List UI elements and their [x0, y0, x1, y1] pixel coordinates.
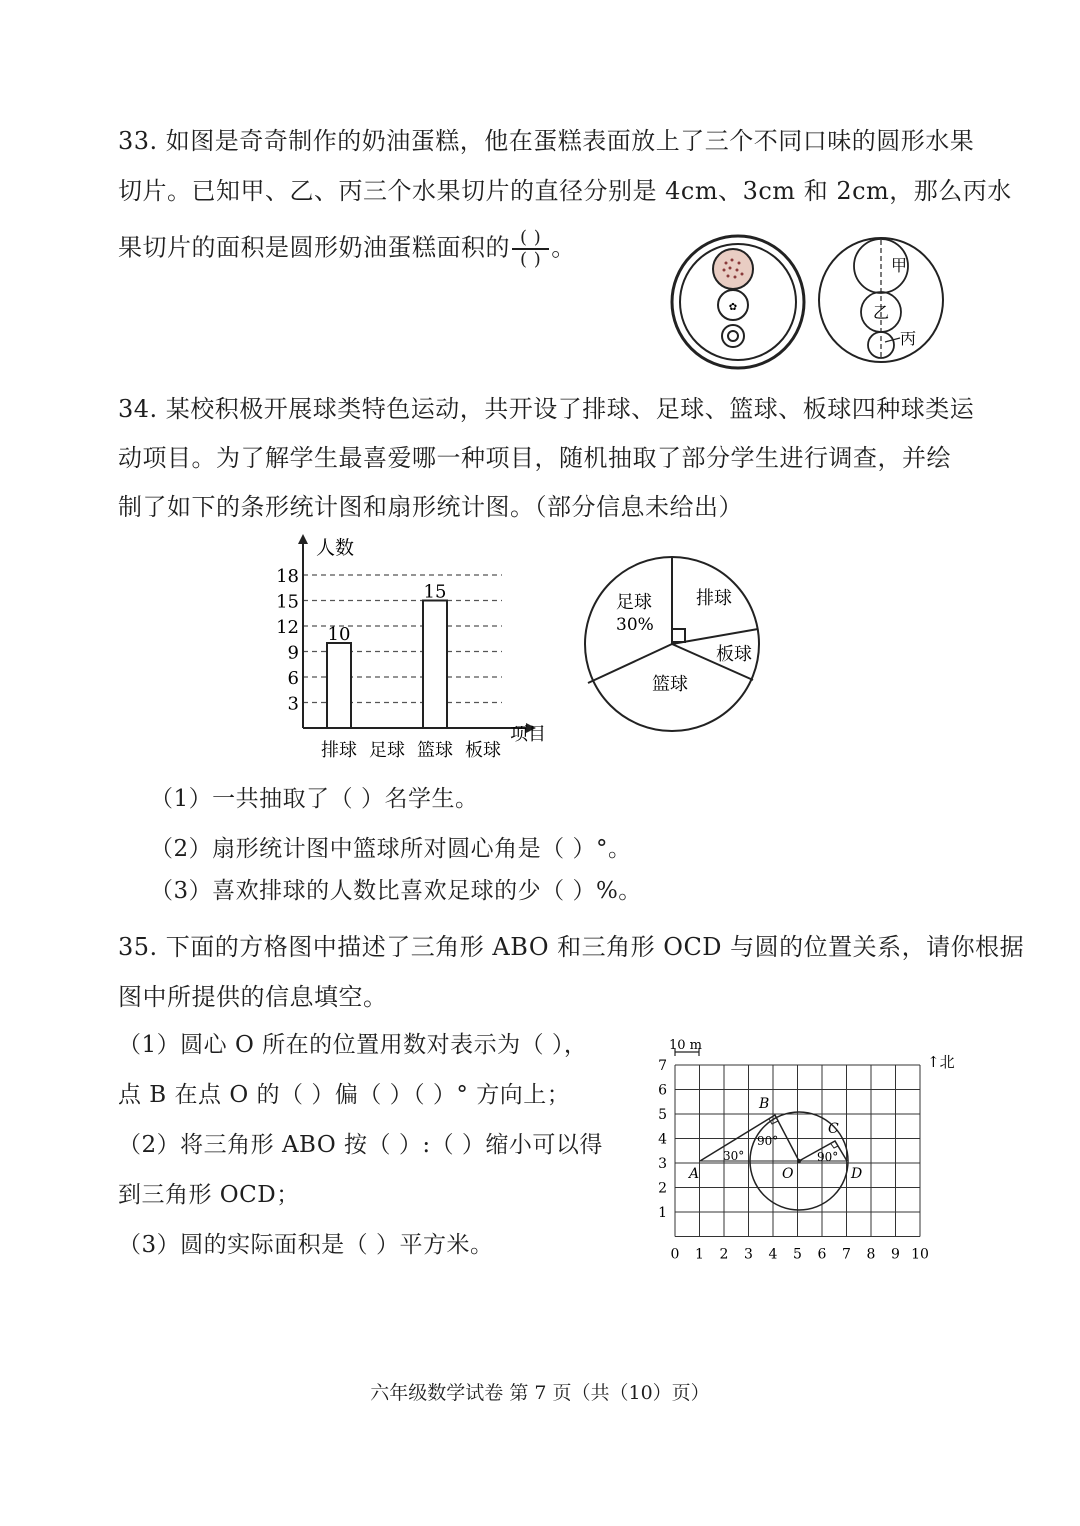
- grid-y-tick: 5: [658, 1107, 667, 1123]
- grid-x-tick: 1: [695, 1246, 704, 1263]
- grid-x-tick: 2: [719, 1246, 729, 1263]
- grid-x-tick: 3: [744, 1246, 753, 1263]
- point-c: C: [828, 1121, 839, 1137]
- pie-label-cricket: 板球: [716, 644, 752, 665]
- pie-value-football: 30%: [616, 615, 654, 635]
- grid-figure: [655, 1035, 965, 1263]
- grid-x-tick: 9: [891, 1246, 900, 1263]
- answer-fraction[interactable]: [512, 228, 549, 270]
- y-tick-label: 15: [276, 591, 299, 613]
- x-tick-label: 篮球: [417, 740, 453, 761]
- label-jia: 甲: [891, 256, 908, 275]
- grid-x-tick: 8: [866, 1246, 876, 1263]
- q34-line1: 34. 某校积极开展球类特色运动，共开设了排球、足球、篮球、板球四种球类运: [118, 395, 975, 423]
- q35-line1: 35. 下面的方格图中描述了三角形 ABO 和三角形 OCD 与圆的位置关系，请你根据: [118, 933, 1025, 961]
- fraction-denominator[interactable]: ( ): [520, 249, 542, 270]
- q33-line2: 切片。已知甲、乙、丙三个水果切片的直径分别是 4cm、3cm 和 2cm，那么丙水: [118, 177, 1012, 205]
- fruit-slice-bing: [722, 325, 744, 347]
- q33-line3: [118, 228, 576, 270]
- q34-sub3: （3）喜欢排球的人数比喜欢足球的少（ ）%。: [150, 878, 642, 904]
- q34-sub2: （2）扇形统计图中篮球所对圆心角是（ ）°。: [150, 836, 632, 862]
- pie-chart: [580, 552, 766, 738]
- page-footer: 六年级数学试卷 第 7 页（共（10）页）: [370, 1382, 710, 1404]
- point-b: B: [759, 1096, 770, 1112]
- point-o: O: [782, 1166, 794, 1182]
- q33-line1: 33. 如图是奇奇制作的奶油蛋糕，他在蛋糕表面放上了三个不同口味的圆形水果: [118, 127, 975, 155]
- y-tick-label: 6: [287, 668, 299, 689]
- grid-y-tick: 4: [658, 1131, 667, 1148]
- pie-label-basketball: 篮球: [652, 674, 688, 695]
- label-yi: 乙: [873, 303, 890, 322]
- flower-icon: ✿: [728, 302, 738, 313]
- pie-blank-box[interactable]: [672, 629, 685, 642]
- grid-x-tick: 0: [670, 1246, 680, 1263]
- bar-chart: [270, 530, 560, 761]
- grid-x-tick: 5: [793, 1246, 802, 1263]
- y-axis-arrow: [298, 534, 308, 544]
- q35-sub2: （2）将三角形 ABO 按（ ）:（ ）缩小可以得: [118, 1132, 603, 1158]
- schematic-figure: [818, 234, 948, 370]
- north-label: ↑北: [927, 1053, 955, 1071]
- angle-90-b: 90°: [757, 1134, 779, 1148]
- label-bing: 丙: [900, 329, 917, 348]
- x-axis-label: 项目: [510, 724, 546, 745]
- cake-figure: [668, 232, 808, 372]
- q33-line3-text: 果切片的面积是圆形奶油蛋糕面积的: [118, 233, 510, 262]
- q34-line3: 制了如下的条形统计图和扇形统计图。（部分信息未给出）: [118, 493, 743, 521]
- scale-label: 10 m: [669, 1038, 703, 1053]
- angle-90-c: 90°: [817, 1150, 839, 1164]
- bar-data-label: 10: [327, 624, 351, 645]
- bar-data-label: 15: [423, 581, 447, 603]
- bar-2: [423, 601, 447, 729]
- q34-line2: 动项目。为了解学生最喜爱哪一种项目，随机抽取了部分学生进行调查，并绘: [118, 444, 951, 472]
- q35-line2: 图中所提供的信息填空。: [118, 983, 388, 1011]
- q35-sub2b: 到三角形 OCD；: [118, 1182, 300, 1208]
- grid-y-tick: 7: [658, 1058, 667, 1074]
- grid-y-tick: 6: [658, 1082, 667, 1099]
- grid-x-tick: 6: [817, 1246, 827, 1263]
- pie-label-football: 足球: [616, 592, 652, 613]
- bar-0: [327, 643, 351, 728]
- grid-y-tick: 3: [658, 1156, 667, 1172]
- y-tick-label: 12: [276, 617, 299, 638]
- fraction-numerator[interactable]: ( ): [512, 228, 549, 250]
- grid-x-tick: 7: [842, 1246, 851, 1263]
- x-tick-label: 板球: [465, 740, 501, 761]
- pie-label-volleyball: 排球: [696, 588, 732, 609]
- point-a: A: [689, 1166, 700, 1182]
- x-tick-label: 足球: [369, 740, 405, 761]
- grid-y-tick: 1: [658, 1205, 667, 1221]
- q35-sub1: （1）圆心 O 所在的位置用数对表示为（ ），: [118, 1032, 588, 1058]
- y-tick-label: 9: [287, 642, 299, 664]
- y-tick-label: 3: [287, 693, 299, 715]
- q35-sub1b: 点 B 在点 O 的（ ）偏（ ）（ ）° 方向上；: [118, 1082, 571, 1108]
- point-d: D: [851, 1166, 863, 1182]
- q35-sub3: （3）圆的实际面积是（ ）平方米。: [118, 1232, 494, 1258]
- grid-x-tick: 10: [911, 1246, 929, 1263]
- q33-line3-end: 。: [551, 233, 576, 262]
- x-tick-label: 排球: [321, 740, 357, 761]
- y-tick-label: 18: [276, 566, 299, 587]
- q34-sub1: （1）一共抽取了（ ）名学生。: [150, 786, 479, 812]
- grid-x-tick: 4: [768, 1246, 778, 1263]
- grid-y-tick: 2: [658, 1180, 667, 1197]
- angle-30: 30°: [723, 1149, 745, 1163]
- fruit-slice-jia: [713, 249, 753, 289]
- y-axis-label: 人数: [316, 537, 355, 559]
